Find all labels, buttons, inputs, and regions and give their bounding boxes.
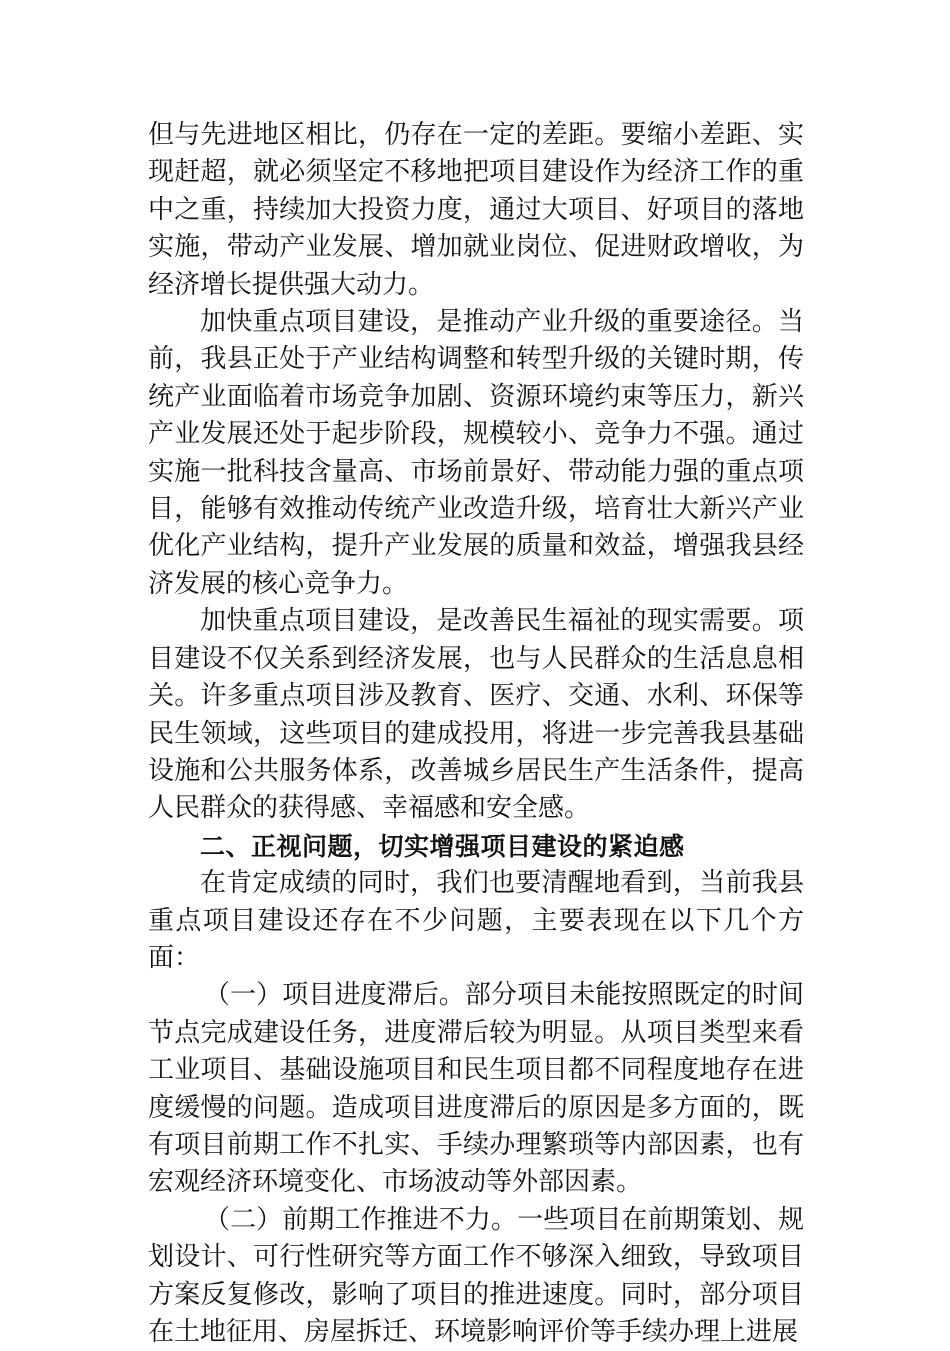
paragraph-problem-2: （二）前期工作推进不力。一些项目在前期策划、规划设计、可行性研究等方面工作不够深入细致，导致项目方案反复修改，影响了项目的推进速度。同时，部分项目在土地征用、房屋拆迁、环境影响评价等手续办理上进展 xyxy=(148,1204,804,1347)
paragraph-problems-intro: 在肯定成绩的同时，我们也要清醒地看到，当前我县重点项目建设还存在不少问题，主要表现在以下几个方面： xyxy=(148,868,804,973)
paragraph-industrial-upgrade: 加快重点项目建设，是推动产业升级的重要途径。当前，我县正处于产业结构调整和转型升级的关键时期，传统产业面临着市场竞争加剧、资源环境约束等压力，新兴产业发展还处于起步阶段，规模较小、竞争力不强。通过实施一批科技含量高、市场前景好、带动能力强的重点项目，能够有效推动传统产业改造升级，培育壮大新兴产业优化产业结构，提升产业发展的质量和效益，增强我县经济发展的核心竞争力。 xyxy=(148,307,804,599)
paragraph-livelihood: 加快重点项目建设，是改善民生福祉的现实需要。项目建设不仅关系到经济发展，也与人民群众的生活息息相关。许多重点项目涉及教育、医疗、交通、水利、环保等民生领域，这些项目的建成投用，将进一步完善我县基础设施和公共服务体系，改善城乡居民生产生活条件，提高人民群众的获得感、幸福感和安全感。 xyxy=(148,606,804,824)
section-heading: 二、正视问题，切实增强项目建设的紧迫感 xyxy=(200,831,685,861)
paragraph-continuation: 但与先进地区相比，仍存在一定的差距。要缩小差距、实现赶超，就必须坚定不移地把项目建设作为经济工作的重中之重，持续加大投资力度，通过大项目、好项目的落地实施，带动产业发展、增加就业岗位、促进财政增收，为经济增长提供强大动力。 xyxy=(148,120,804,300)
document-page xyxy=(148,117,804,1351)
paragraph-problem-1: （一）项目进度滞后。部分项目未能按照既定的时间节点完成建设任务，进度滞后较为明显。从项目类型来看工业项目、基础设施项目和民生项目都不同程度地存在进度缓慢的问题。造成项目进度滞后的原因是多方面的，既有项目前期工作不扎实、手续办理繁琐等内部因素，也有宏观经济环境变化、市场波动等外部因素。 xyxy=(148,980,804,1198)
